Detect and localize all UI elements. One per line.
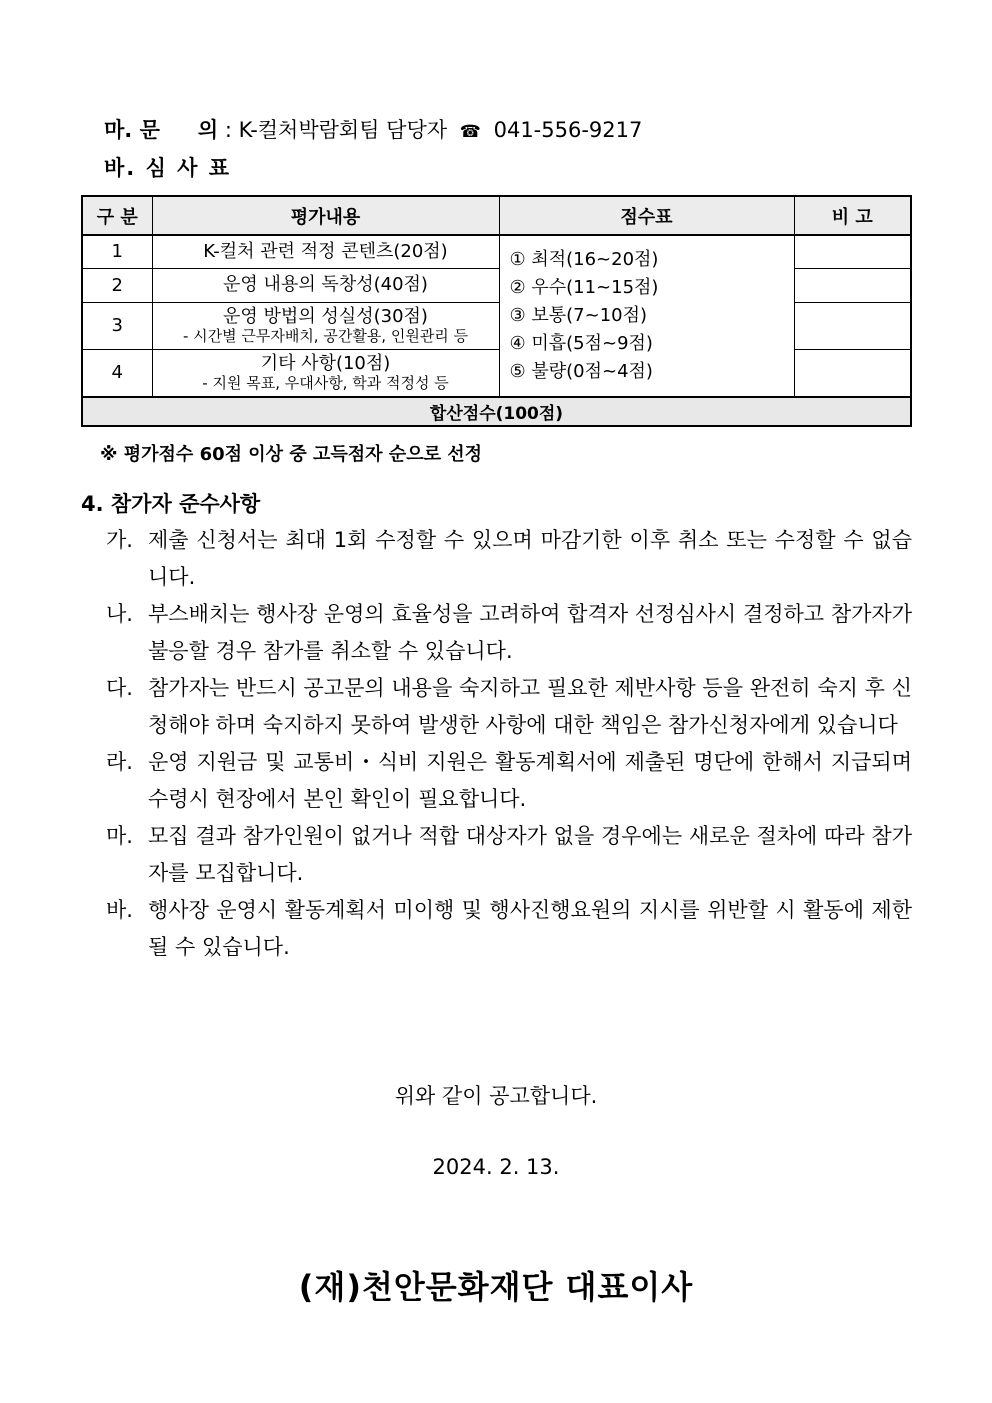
list-item [106,596,912,670]
score-item: ③ 보통(7~10점) [509,305,648,326]
table-header-row [82,196,911,235]
header-category: 구 분 [82,196,152,235]
row-content-main: 운영 내용의 독창성(40점) [223,274,428,295]
item-text: 모집 결과 참가인원이 없거나 적합 대상자가 없을 경우에는 새로운 절차에 따라 참가자를 모집합니다. [148,824,912,885]
item-marker: 나. [106,602,133,626]
section-4-title: 4. 참가자 준수사항 [81,492,261,516]
score-scale [499,235,794,397]
row-content [152,235,499,268]
row-remarks [794,235,911,268]
score-item: ② 우수(11~15점) [509,277,659,298]
list-item [106,670,912,744]
total-score: 합산점수(100점) [82,397,911,426]
row-content-main: K-컬처 관련 적정 콘텐츠(20점) [203,240,448,262]
item-marker: 다. [106,676,133,700]
row-content-sub: - 지원 목표, 우대사항, 학과 적정성 등 [202,374,449,393]
section-b-title: 바. 심 사 표 [104,156,232,180]
telephone-icon: ☎ [459,122,481,142]
total-row [82,397,911,426]
row-content-sub: - 시간별 근무자배치, 공간활용, 인원관리 등 [182,327,469,345]
row-content-main: 기타 사항(10점) [260,353,391,375]
list-item [106,818,912,892]
score-item: ① 최적(16~20점) [509,249,659,270]
inquiry-phone: 041-556-9217 [493,118,643,142]
issuer-signature: (재)천안문화재단 대표이사 [298,1268,694,1306]
item-marker: 바. [106,898,133,922]
closing-statement: 위와 같이 공고합니다. [394,1084,598,1108]
row-remarks [794,268,911,302]
item-text: 부스배치는 행사장 운영의 효율성을 고려하여 합격자 선정심사시 결정하고 참가자가 불응할 경우 참가를 취소할 수 있습니다. [148,602,912,663]
announcement-date: 2024. 2. 13. [432,1155,560,1179]
row-remarks [794,302,911,349]
row-content [152,268,499,302]
row-number: 1 [82,235,152,268]
inquiry-label-a: 마. 문 [104,118,160,142]
table-row [82,235,911,268]
score-item: ④ 미흡(5점~9점) [509,333,653,354]
item-text: 행사장 운영시 활동계획서 미이행 및 행사진행요원의 지시를 위반할 시 활동에 제한될 수 있습니다. [148,898,912,959]
list-item [106,522,912,596]
header-content: 평가내용 [152,196,499,235]
row-content [152,349,499,397]
row-number: 2 [82,268,152,302]
list-item [106,744,912,818]
item-marker: 가. [106,528,133,552]
row-content [152,302,499,349]
inquiry-text: K-컬처박람회팀 담당자 [238,118,448,142]
inquiry-separator: : [224,118,232,142]
row-number: 4 [82,349,152,397]
item-marker: 마. [106,824,133,848]
item-text: 제출 신청서는 최대 1회 수정할 수 있으며 마감기한 이후 취소 또는 수정할 수 없습니다. [148,528,912,589]
compliance-list [106,522,912,966]
row-content-main: 운영 방법의 성실성(30점) [223,306,428,327]
evaluation-table [81,195,912,427]
header-scores: 점수표 [499,196,794,235]
inquiry-line [104,114,642,144]
item-marker: 라. [106,750,133,774]
selection-note: ※ 평가점수 60점 이상 중 고득점자 순으로 선정 [100,444,483,465]
score-item: ⑤ 불량(0점~4점) [509,361,653,382]
item-text: 참가자는 반드시 공고문의 내용을 숙지하고 필요한 제반사항 등을 완전히 숙지 후 신청해야 하며 숙지하지 못하여 발생한 사항에 대한 책임은 참가신청자에게 있습니다 [148,676,912,737]
inquiry-label-b: 의 [197,118,219,142]
header-remarks: 비 고 [794,196,911,235]
row-number: 3 [82,302,152,349]
list-item [106,892,912,966]
row-remarks [794,349,911,397]
item-text: 운영 지원금 및 교통비・식비 지원은 활동계획서에 제출된 명단에 한해서 지급되며 수령시 현장에서 본인 확인이 필요합니다. [148,750,912,811]
